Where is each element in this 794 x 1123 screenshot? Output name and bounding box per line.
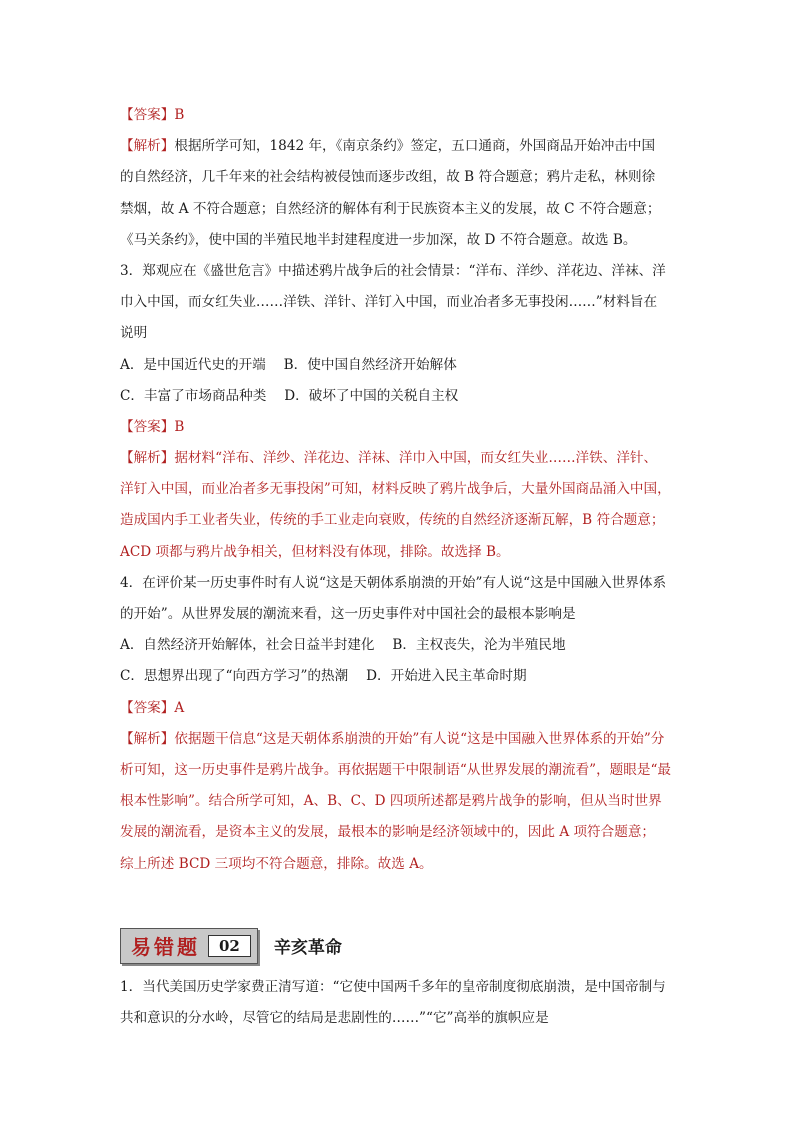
answer-value: A — [174, 699, 185, 716]
answer-line — [120, 693, 680, 724]
analysis-line — [120, 443, 680, 474]
analysis-text: 洋钉入中国，而业冶者多无事投闲”可知，材料反映了鸦片战争后，大量外国商品涌入中国， — [120, 481, 671, 498]
question-stem: 说明 — [120, 325, 148, 342]
analysis-label: 【解析】 — [120, 730, 175, 747]
section-topic: 辛亥革命 — [273, 938, 342, 959]
analysis-text: 析可知，这一历史事件是鸦片战争。再依据题干中限制语“从世界发展的潮流看”，题眼是“最 — [120, 761, 672, 778]
answer-value: B — [174, 418, 185, 435]
analysis-text: 依据题干信息“这是天朝体系崩溃的开始”有人说“这是中国融入世界体系的开始”分 — [174, 730, 665, 747]
analysis-text: 造成国内手工业者失业，传统的手工业走向衰败，传统的自然经济逐渐瓦解，B 符合题意； — [120, 512, 665, 529]
section-banner — [120, 926, 680, 966]
analysis-text: 根据所学可知，1842 年，《南京条约》签定，五口通商，外国商品开始冲击中国 — [174, 138, 656, 155]
question-stem: 3．郑观应在《盛世危言》中描述鸦片战争后的社会情景：“洋布、洋纱、洋花边、洋袜、洋 — [120, 262, 666, 279]
analysis-text: 的自然经济，几千年来的社会结构被侵蚀而逐步改组，故 B 符合题意；鸦片走私，林则徐 — [120, 169, 656, 186]
analysis-line — [120, 724, 680, 755]
answer-line — [120, 412, 680, 443]
analysis-text: 发展的潮流看，是资本主义的发展，最根本的影响是经济领域中的，因此 A 项符合题意； — [120, 824, 656, 841]
answer-line — [120, 100, 680, 131]
analysis-label: 【解析】 — [120, 450, 175, 467]
document-page — [120, 100, 680, 1034]
question-stem: 共和意识的分水岭，尽管它的结局是悲剧性的……”“它”高举的旗帜应是 — [120, 1009, 549, 1026]
analysis-text: 《马关条约》，使中国的半殖民地半封建程度进一步加深，故 D 不符合题意。故选 B。 — [120, 231, 637, 248]
section-badge — [120, 928, 258, 964]
question-stem: 的开始”。从世界发展的潮流来看，这一历史事件对中国社会的最根本影响是 — [120, 606, 576, 622]
option-row: A．自然经济开始解体，社会日益半封建化 B．主权丧失，沦为半殖民地 — [120, 637, 566, 654]
section-title: 易错题 — [131, 935, 200, 960]
option-row: C．丰富了市场商品种类 D．破坏了中国的关税自主权 — [120, 387, 459, 404]
analysis-text: 据材料“洋布、洋纱、洋花边、洋袜、洋巾入中国，而女红失业……洋铁、洋针、 — [174, 450, 658, 467]
analysis-line — [120, 131, 680, 162]
analysis-label: 【解析】 — [120, 138, 175, 155]
answer-label: 【答案】 — [120, 418, 175, 435]
answer-label: 【答案】 — [120, 699, 175, 716]
analysis-text: ACD 项都与鸦片战争相关，但材料没有体现，排除。故选择 B。 — [120, 543, 510, 560]
option-row: C．思想界出现了“向西方学习”的热潮 D．开始进入民主革命时期 — [120, 668, 527, 685]
question-stem: 1．当代美国历史学家费正清写道：“它使中国两千多年的皇帝制度彻底崩溃，是中国帝制与 — [120, 978, 666, 995]
section-number: 02 — [208, 935, 251, 957]
analysis-text: 综上所述 BCD 三项均不符合题意，排除。故选 A。 — [120, 855, 433, 872]
analysis-text: 根本性影响”。结合所学可知，A、B、C、D 四项所述都是鸦片战争的影响，但从当时世界 — [120, 793, 662, 810]
answer-label: 【答案】 — [120, 107, 175, 123]
answer-value: B — [174, 107, 185, 123]
section-gap — [120, 880, 680, 916]
option-row: A．是中国近代史的开端 B．使中国自然经济开始解体 — [120, 356, 457, 373]
question-stem: 4．在评价某一历史事件时有人说“这是天朝体系崩溃的开始”有人说“这是中国融入世界体系 — [120, 574, 667, 591]
analysis-text: 禁烟，故 A 不符合题意；自然经济的解体有利于民族资本主义的发展，故 C 不符合题意； — [120, 200, 661, 217]
question-stem: 巾入中国，而女红失业……洋铁、洋针、洋钉入中国，而业冶者多无事投闲……”材料旨在 — [120, 294, 658, 311]
